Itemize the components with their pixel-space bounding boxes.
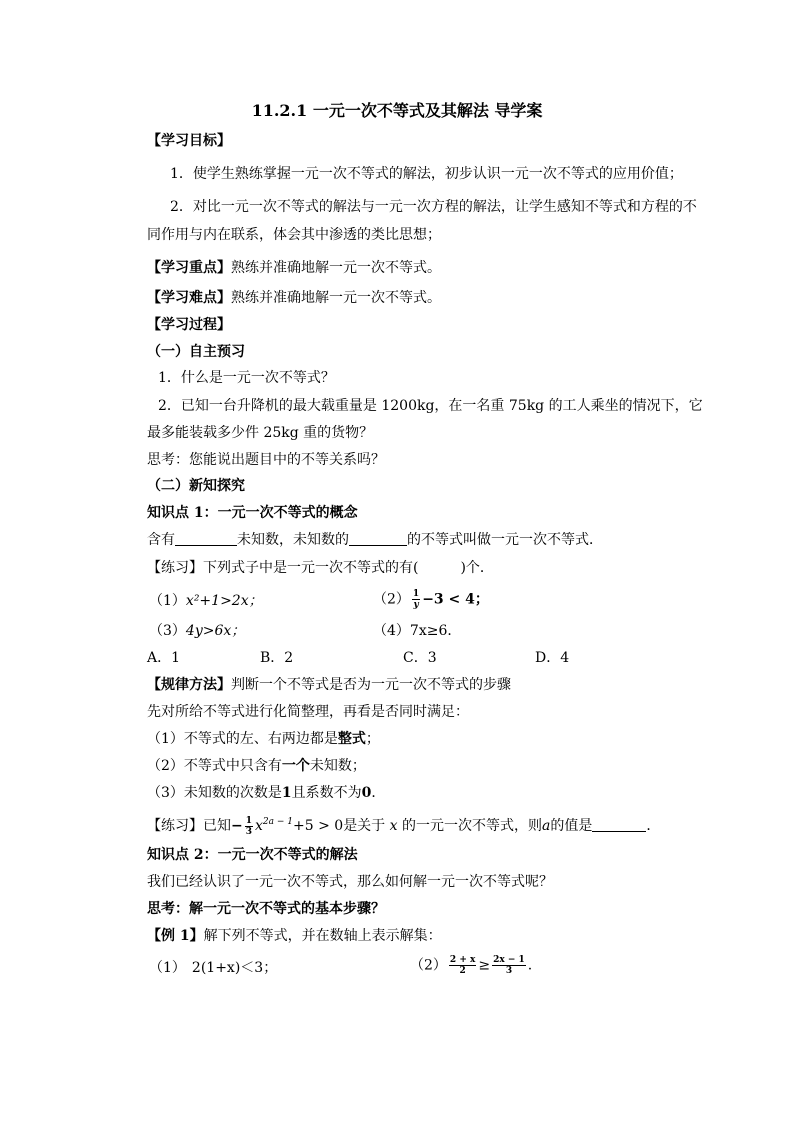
section-heading-process: 【学习过程】 — [147, 317, 231, 333]
choice-c[interactable]: C．3 — [403, 650, 437, 666]
practice-2-exponent: 2a − 1 — [262, 817, 293, 827]
fill-text-b: 未知数，未知数的 — [237, 532, 349, 548]
practice-2-text: 【练习】已知 — [147, 818, 231, 834]
fraction-2-denominator: 3 — [505, 966, 513, 976]
option-1 — [149, 591, 263, 611]
subsection-self-study: （一）自主预习 — [147, 344, 245, 360]
option-2-fraction — [412, 589, 420, 610]
option-2-label: （2） — [373, 591, 410, 608]
think-1: 思考：您能说出题目中的不等关系吗？ — [147, 452, 385, 468]
question-2-line2: 最多能装载多少件 25kg 重的货物？ — [147, 425, 374, 441]
practice-1-suffix: )个． — [460, 560, 494, 576]
choice-d[interactable]: D．4 — [535, 650, 570, 666]
fraction-numerator: 1 — [412, 589, 420, 599]
practice-2-then: 的一元一次不等式，则 — [402, 818, 542, 834]
rule-3-text: （3）未知数的次数是 — [147, 785, 282, 801]
example-1-line — [147, 926, 442, 946]
example-1-item-1 — [149, 958, 277, 978]
rule-1-end: ； — [365, 731, 380, 747]
practice-1-line — [147, 558, 494, 578]
example-1-heading: 【例 1】 — [147, 928, 204, 944]
option-2-rest: −3 < 4； — [422, 591, 489, 608]
rule-method-line — [147, 675, 511, 695]
practice-1-text: 【练习】下列式子中是一元一次不等式的有( — [147, 560, 419, 576]
example-1-item-2 — [410, 955, 532, 976]
question-1: 1．什么是一元一次不等式？ — [158, 370, 335, 386]
difficulty-text: 熟练并准确地解一元一次不等式。 — [231, 290, 441, 306]
rule-2-emphasis: 一个 — [281, 758, 310, 774]
goal-item-2-line1: 2．对比一元一次不等式的解法与一元一次方程的解法，让学生感知不等式和方程的不 — [170, 199, 697, 215]
think-2: 思考：解一元一次不等式的基本步骤？ — [147, 901, 385, 917]
greater-equal-sign: ≥ — [478, 957, 491, 974]
key-point-text: 熟练并准确地解一元一次不等式。 — [231, 260, 441, 276]
fraction-1-denominator: 2 — [459, 966, 466, 976]
rule-intro: 先对所给不等式进行化简整理，再看是否同时满足： — [147, 704, 469, 720]
rule-3-emphasis-2: 0 — [361, 785, 372, 801]
question-2-line1: 2．已知一台升降机的最大载重量是 1200kg，在一名重 75kg 的工人乘坐的情况下，它 — [158, 398, 703, 414]
practice-2-inequality-rest: +5 > 0 — [293, 818, 344, 834]
practice-2-line — [147, 812, 660, 837]
rule-2-end: 未知数； — [309, 758, 366, 774]
practice-2-numerator: 1 — [245, 815, 252, 826]
option-4 — [373, 621, 461, 641]
example-1-item-1-text: 2(1+x)＜3； — [191, 960, 278, 976]
option-1-text: x²+1>2x； — [185, 593, 263, 609]
section-heading-goals: 【学习目标】 — [147, 133, 231, 149]
goal-item-1: 1．使学生熟练掌握一元一次不等式的解法，初步认识一元一次不等式的应用价值； — [170, 166, 683, 182]
difficulty-line — [147, 288, 441, 308]
rule-3-emphasis-1: 1 — [281, 785, 292, 801]
rule-2-text: （2）不等式中只含有 — [147, 758, 282, 774]
example-1-item-1-label: （1） — [149, 960, 186, 976]
knowledge-point-1: 知识点 1：一元一次不等式的概念 — [147, 505, 358, 521]
rule-3-mid: 且系数不为 — [291, 785, 362, 801]
rule-1-emphasis: 整式 — [337, 731, 366, 747]
rule-1-text: （1）不等式的左、右两边都是 — [147, 731, 338, 747]
option-4-label: （4） — [373, 623, 410, 639]
example-1-fraction-2 — [492, 955, 526, 976]
choice-b[interactable]: B．2 — [260, 650, 294, 666]
choice-a[interactable]: A．1 — [147, 650, 181, 666]
knowledge-point-2-text: 我们已经认识了一元一次不等式，那么如何解一元一次不等式呢？ — [147, 874, 553, 890]
page-title: 11.2.1 一元一次不等式及其解法 导学案 — [251, 101, 543, 120]
example-1-item-2-label: （2） — [410, 957, 447, 974]
answer-blank-3[interactable] — [592, 817, 646, 832]
practice-2-variable: x — [255, 818, 263, 834]
rule-method-heading: 【规律方法】 — [147, 677, 231, 693]
definition-fill-line — [147, 530, 603, 550]
practice-2-end: ． — [646, 818, 661, 834]
answer-blank-2[interactable] — [349, 531, 407, 546]
option-3-text: 4y>6x； — [185, 623, 246, 639]
subsection-explore: （二）新知探究 — [147, 478, 245, 494]
fill-text-a: 含有 — [147, 532, 175, 548]
rule-item-2 — [147, 756, 366, 776]
practice-2-about: 是关于 — [343, 818, 386, 834]
example-1-item-2-end: . — [527, 957, 533, 974]
practice-2-fraction — [245, 816, 253, 837]
option-4-text: 7x≥6． — [409, 623, 462, 639]
practice-2-a: a — [542, 818, 551, 834]
difficulty-heading: 【学习难点】 — [147, 290, 231, 306]
option-3 — [149, 621, 245, 641]
rule-3-end: ． — [371, 785, 386, 801]
option-1-label: （1） — [149, 593, 186, 609]
practice-2-x: x — [389, 818, 398, 834]
practice-2-minus: − — [231, 818, 243, 834]
example-1-text: 解下列不等式，并在数轴上表示解集： — [203, 928, 442, 944]
rule-item-3 — [147, 783, 385, 803]
key-point-heading: 【学习重点】 — [147, 260, 231, 276]
knowledge-point-2: 知识点 2：一元一次不等式的解法 — [147, 847, 358, 863]
option-2 — [373, 589, 489, 610]
rule-method-text: 判断一个不等式是否为一元一次不等式的步骤 — [231, 677, 511, 693]
goal-item-2-line2: 同作用与内在联系，体会其中渗透的类比思想； — [147, 227, 441, 243]
fill-text-c: 的不等式叫做一元一次不等式． — [407, 532, 603, 548]
key-point-line — [147, 258, 441, 278]
fraction-denominator: y — [413, 600, 419, 610]
fraction-2-numerator: 2x − 1 — [493, 955, 525, 965]
option-3-label: （3） — [149, 623, 186, 639]
example-1-fraction-1 — [449, 955, 476, 976]
rule-item-1 — [147, 729, 380, 749]
practice-2-value-is: 的值是 — [550, 818, 593, 834]
answer-blank-1[interactable] — [175, 531, 237, 546]
fraction-1-numerator: 2 + x — [449, 955, 476, 965]
practice-2-denominator: 3 — [245, 826, 252, 837]
